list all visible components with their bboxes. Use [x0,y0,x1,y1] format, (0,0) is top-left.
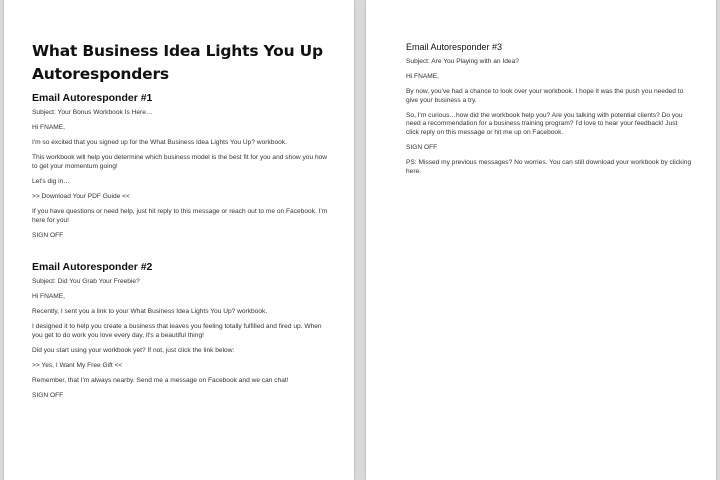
section-autoresponder-3 [406,42,692,176]
section-heading: Email Autoresponder #2 [32,260,153,273]
paragraph: If you have questions or need help, just hit reply to this message or reach out to me on Facebook. I'm here for you! [32,208,328,224]
paragraph: Recently, I sent you a link to your What Business Idea Lights You Up? workbook. [32,308,268,316]
email-subject: Subject: Did You Grab Your Freebie? [32,277,140,285]
greeting: Hi FNAME, [32,124,65,132]
download-link: >> Download Your PDF Guide << [32,193,130,201]
document-page-right [366,0,716,480]
paragraph: I designed it to help you create a business that leaves you feeling totally fulfilled and fired up. When you get to do work you love every day, it's a beautiful thing! [32,323,322,339]
email-subject: Subject: Are You Playing with an Idea? [406,58,519,65]
greeting: Hi FNAME, [32,293,65,301]
paragraph: Let's dig in… [32,177,70,185]
document-title: What Business Idea Lights You Up Autoresponders [32,42,323,83]
sign-off: SIGN OFF [32,231,64,239]
paragraph: By now, you've had a chance to look over your workbook. I hope it was the push you needed to give your business a try. [406,88,684,104]
postscript: PS: Missed my previous messages? No worries. You can still download your workbook by clicking here. [406,159,692,175]
paragraph: So, I'm curious…how did the workbook help you? Are you talking with potential clients? Do you need a recommendation for a business training program? I'd love to hear your feedback! Just click reply on this message or hit me up on Facebook. [406,111,683,137]
gift-link: >> Yes, I Want My Free Gift << [32,362,123,369]
sign-off: SIGN OFF [32,392,64,400]
greeting: Hi FNAME, [406,73,439,81]
email-subject: Subject: Your Bonus Workbook Is Here… [32,109,153,116]
paragraph: This workbook will help you determine which business model is the best fit for you and show you how to get your momentum going! [32,154,328,170]
sign-off: SIGN OFF [406,144,438,152]
paragraph: Did you start using your workbook yet? If not, just click the link below: [32,346,235,354]
paragraph: I'm so excited that you signed up for the What Business Idea Lights You Up? workbook. [32,139,287,147]
document-page-left [4,0,354,480]
section-autoresponder-2 [32,261,330,401]
section-heading: Email Autoresponder #1 [32,92,153,104]
paragraph: Remember, that I'm always nearby. Send me a message on Facebook and we can chat! [32,377,289,385]
section-autoresponder-1 [32,92,330,240]
section-heading: Email Autoresponder #3 [406,42,503,52]
